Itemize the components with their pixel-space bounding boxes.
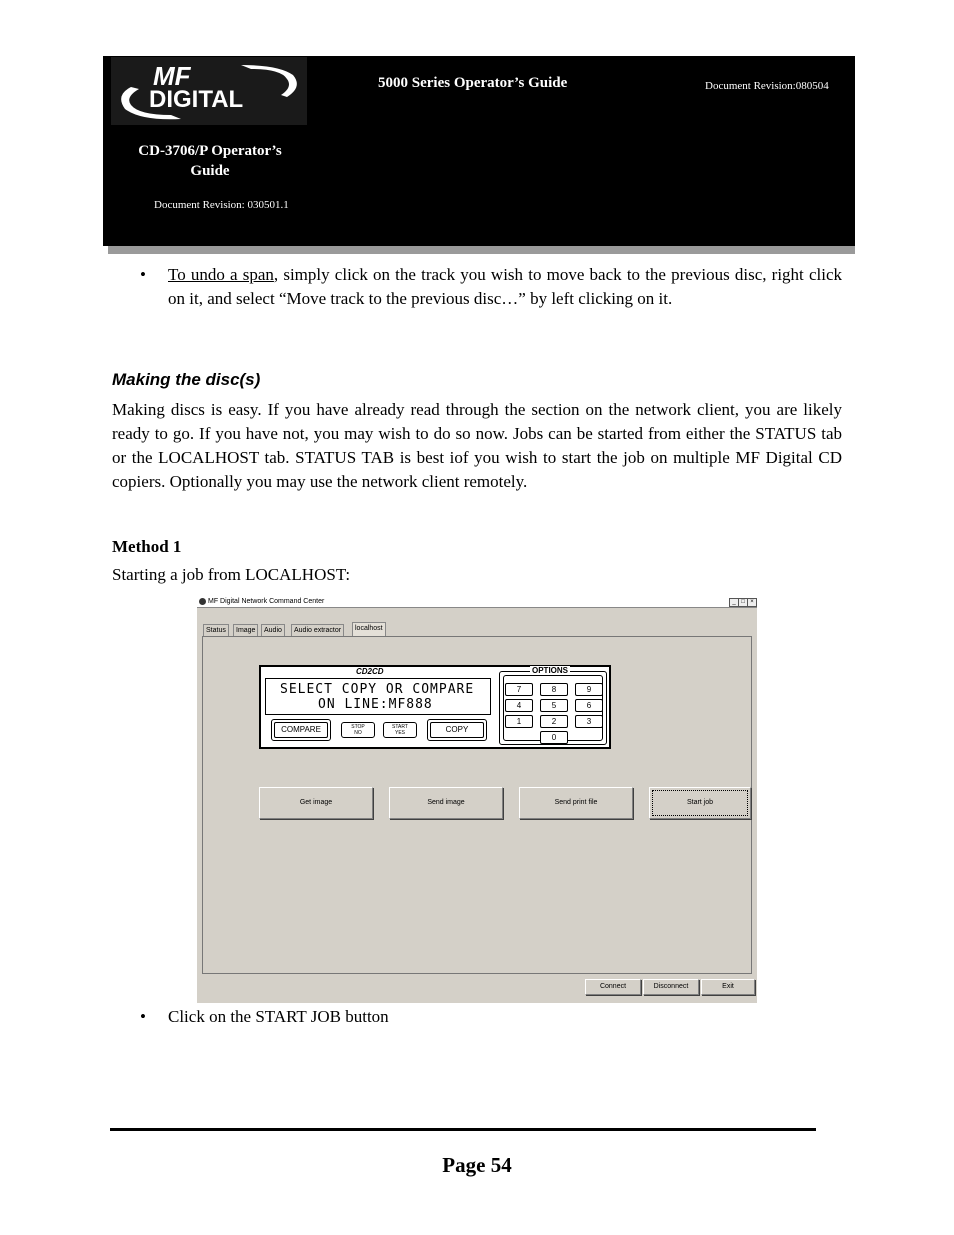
key-1[interactable]: 1 bbox=[505, 715, 533, 728]
document-revision-right: Document Revision:080504 bbox=[705, 80, 829, 92]
section-heading: Making the disc(s) bbox=[112, 370, 261, 389]
guide-title: 5000 Series Operator’s Guide bbox=[378, 75, 568, 91]
cd2cd-logo: CD2CD bbox=[356, 667, 384, 676]
undo-span-link-text: To undo a span bbox=[168, 265, 274, 284]
key-6[interactable]: 6 bbox=[575, 699, 603, 712]
exit-button[interactable]: Exit bbox=[701, 979, 755, 995]
device-front-panel bbox=[259, 665, 611, 749]
undo-span-instructions: , simply click on the track you wish to move back to the previous disc, right click on it, and select “Move track to the previous disc…” by left clicking on it. bbox=[168, 265, 842, 308]
key-3[interactable]: 3 bbox=[575, 715, 603, 728]
lcd-line-2: ON LINE:MF888 bbox=[318, 697, 433, 712]
key-9[interactable]: 9 bbox=[575, 683, 603, 696]
stop-label: STOP bbox=[351, 724, 365, 730]
copy-label: COPY bbox=[445, 725, 469, 734]
lcd-line-1: SELECT COPY OR COMPARE bbox=[280, 682, 475, 697]
command-center-screenshot bbox=[197, 597, 757, 1003]
key-4[interactable]: 4 bbox=[505, 699, 533, 712]
method-subtitle: Starting a job from LOCALHOST: bbox=[112, 565, 351, 584]
options-label: OPTIONS bbox=[532, 666, 569, 675]
send-image-button[interactable]: Send image bbox=[389, 787, 503, 819]
method-heading: Method 1 bbox=[112, 537, 182, 556]
tab-audio[interactable]: Audio bbox=[261, 624, 285, 636]
compare-button[interactable] bbox=[271, 719, 331, 741]
tab-audio-extractor[interactable]: Audio extractor bbox=[291, 624, 344, 636]
start-yes-button[interactable] bbox=[383, 722, 417, 738]
key-2[interactable]: 2 bbox=[540, 715, 568, 728]
send-print-file-button[interactable]: Send print file bbox=[519, 787, 633, 819]
disconnect-button[interactable]: Disconnect bbox=[643, 979, 699, 995]
lcd-display bbox=[265, 678, 491, 715]
cd-operator-guide-title: CD-3706/P Operator’s Guide bbox=[138, 143, 282, 179]
bullet-icon: • bbox=[140, 1007, 146, 1026]
page-number: Page 54 bbox=[442, 1153, 512, 1177]
app-icon bbox=[199, 598, 206, 605]
logo-text-digital: DIGITAL bbox=[149, 86, 244, 113]
stop-no-button[interactable] bbox=[341, 722, 375, 738]
document-revision-left: Document Revision: 030501.1 bbox=[154, 199, 289, 211]
get-image-button[interactable]: Get image bbox=[259, 787, 373, 819]
mf-digital-logo bbox=[111, 57, 307, 125]
key-5[interactable]: 5 bbox=[540, 699, 568, 712]
window-titlebar bbox=[197, 597, 757, 608]
start-job-instruction: Click on the START JOB button bbox=[168, 1007, 389, 1026]
logo-text-mf: MF bbox=[153, 61, 191, 91]
start-job-button[interactable]: Start job bbox=[649, 787, 751, 819]
no-label: NO bbox=[354, 730, 362, 736]
options-keypad bbox=[499, 666, 607, 745]
tab-localhost[interactable]: localhost bbox=[352, 622, 386, 636]
maximize-icon[interactable]: □ bbox=[738, 598, 748, 607]
key-8[interactable]: 8 bbox=[540, 683, 568, 696]
window-title: MF Digital Network Command Center bbox=[208, 598, 325, 605]
header-shadow bbox=[108, 246, 855, 254]
tab-status[interactable]: Status bbox=[203, 624, 229, 636]
copy-button[interactable] bbox=[427, 719, 487, 741]
start-label: START bbox=[392, 724, 408, 730]
minimize-icon[interactable]: _ bbox=[729, 598, 739, 607]
bullet-undo-span-text bbox=[168, 263, 842, 311]
key-0[interactable]: 0 bbox=[540, 731, 568, 744]
intro-paragraph: Making discs is easy. If you have already read through the section on the network client, you are likely ready to go. If you have not, you may wish to do so now. Jobs can be started from either the STATUS tab or the LOCALHOST tab. STATUS TAB is best iof you wish to start the job on multiple MF Digital CD copiers. Optionally you may use the network client remotely. bbox=[112, 400, 842, 491]
connect-button[interactable]: Connect bbox=[585, 979, 641, 995]
tab-image[interactable]: Image bbox=[233, 624, 258, 636]
close-icon[interactable]: × bbox=[747, 598, 757, 607]
compare-label: COMPARE bbox=[281, 725, 321, 734]
yes-label: YES bbox=[394, 730, 405, 736]
key-7[interactable]: 7 bbox=[505, 683, 533, 696]
footer-rule bbox=[110, 1128, 816, 1131]
bullet-icon: • bbox=[140, 265, 146, 284]
